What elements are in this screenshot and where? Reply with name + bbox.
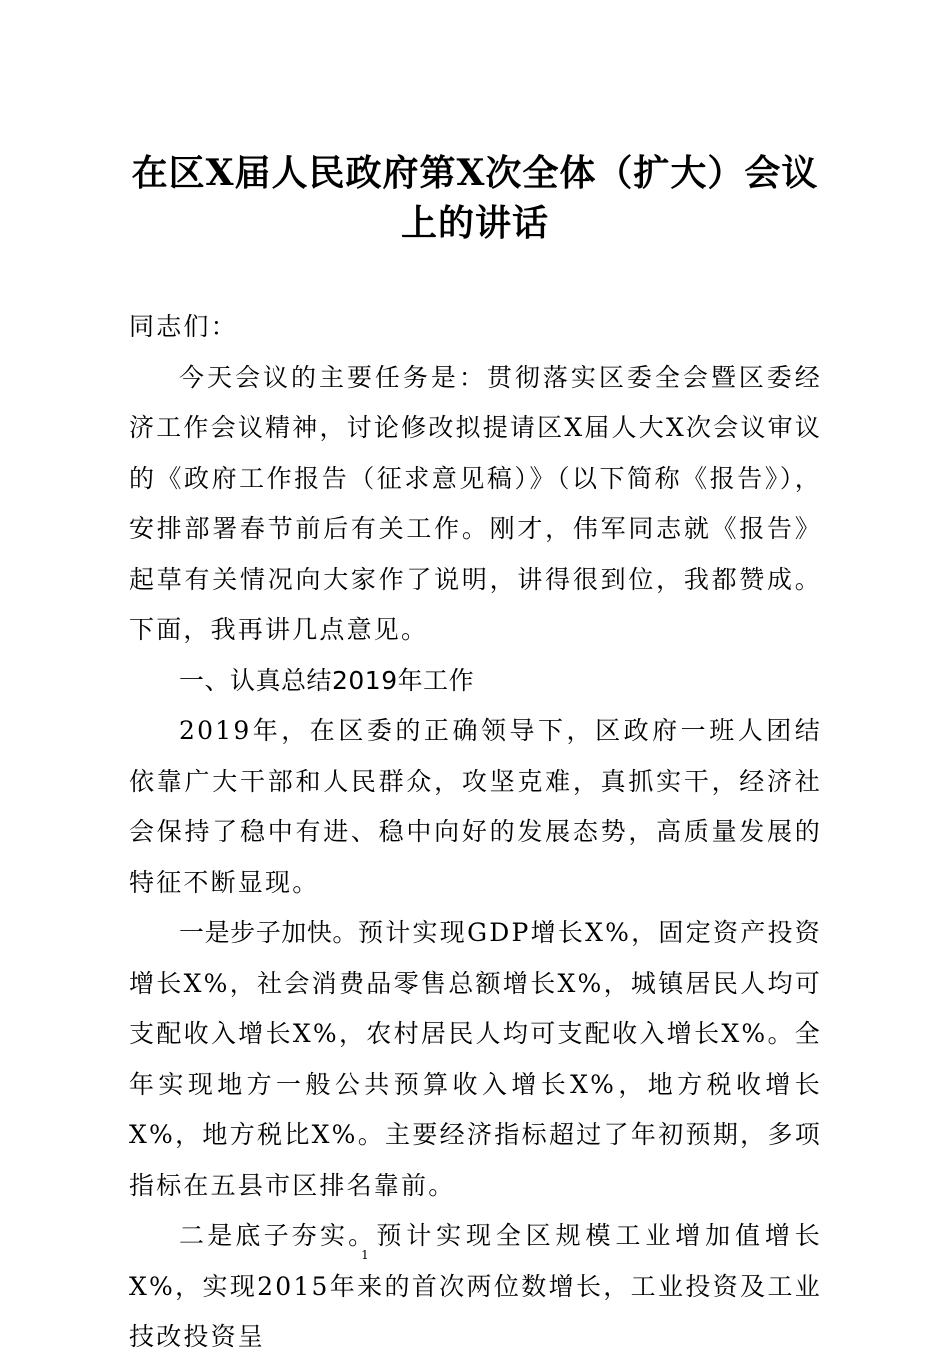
section-heading-1: 一、认真总结2019年工作 [179,665,475,695]
title-line-1: 在区X届人民政府第X次全体（扩大）会议 [131,152,819,194]
document-body [129,302,822,1363]
point-b-paragraph [129,1211,822,1363]
point-a-text: 预计实现GDP增长X%，固定资产投资增长X%，社会消费品零售总额增长X%，城镇居民人均可支配收入增长X%，农村居民人均可支配收入增长X%。全年实现地方一般公共预算收入增长X%，地方税收增长X%，地方税比X%。主要经济指标超过了年初预期，多项指标在五县市区排名靠前。 [129,918,822,1200]
title-line-2: 上的讲话 [400,202,549,244]
intro-paragraph: 今天会议的主要任务是：贯彻落实区委全会暨区委经济工作会议精神，讨论修改拟提请区X届人大X次会议审议的《政府工作报告（征求意见稿）》（以下简称《报告》），安排部署春节前后有关工作。刚才，伟军同志就《报告》起草有关情况向大家作了说明，讲得很到位，我都赞成。下面，我再讲几点意见。 [129,362,822,644]
point-a-lead: 一是步子加快。 [179,918,358,947]
summary-paragraph: 2019年，在区委的正确领导下，区政府一班人团结依靠广大干部和人民群众，攻坚克难，真抓实干，经济社会保持了稳中有进、稳中向好的发展态势，高质量发展的特征不断显现。 [129,716,822,897]
point-b-lead: 二是底子夯实。 [179,1221,377,1250]
point-a-paragraph [129,908,822,1211]
point-b-text: 预计实现全区规模工业增加值增长X%，实现2015年来的首次两位数增长，工业投资及工业技改投资呈 [129,1221,822,1351]
page-number: 1 [361,1248,369,1262]
salutation: 同志们： [129,312,238,341]
document-title [100,148,850,248]
